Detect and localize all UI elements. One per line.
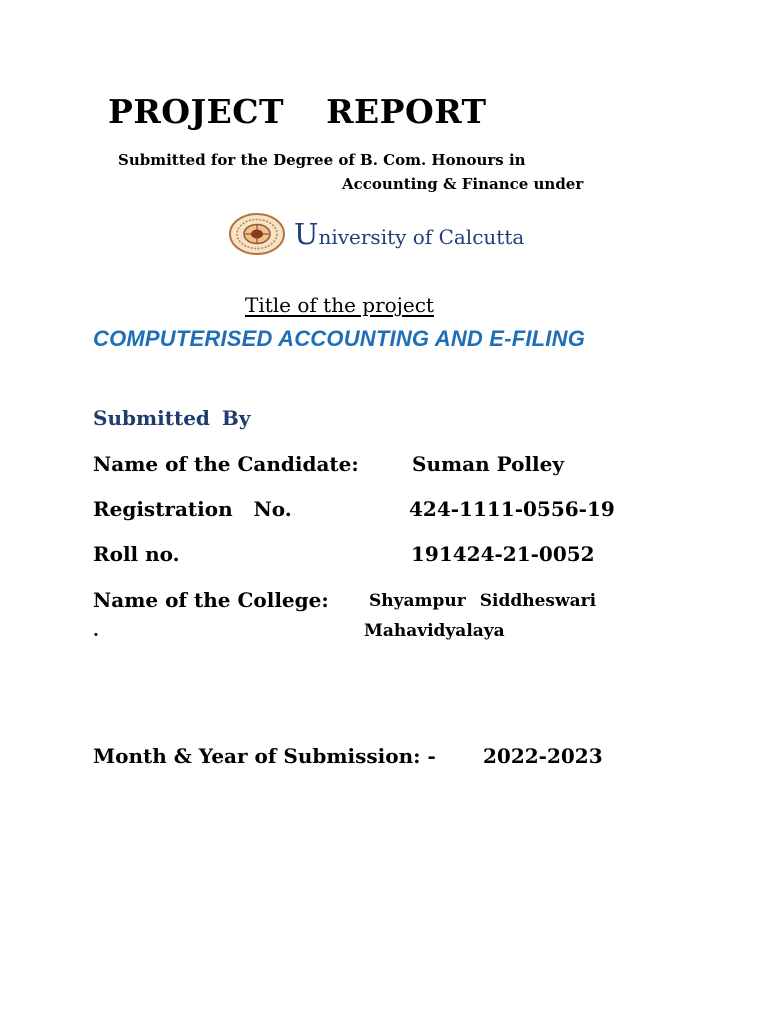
submission-label: Month & Year of Submission: -: [93, 744, 436, 768]
page-title: [108, 92, 487, 131]
roll-value: 191424-21-0052: [411, 542, 595, 566]
degree-line-2: Accounting & Finance under: [342, 175, 584, 193]
candidate-value: Suman Polley: [412, 452, 564, 476]
project-title: COMPUTERISED ACCOUNTING AND E-FILING: [93, 326, 586, 351]
college-word-2: Siddheswari: [479, 591, 597, 611]
stray-dot: .: [93, 621, 99, 641]
registration-value: 424-1111-0556-19: [409, 497, 615, 521]
submission-value: 2022-2023: [483, 744, 603, 768]
college-name-line-2: Mahavidyalaya: [364, 621, 505, 641]
submitted-by-heading: [93, 406, 250, 430]
university-logo: [228, 212, 588, 256]
college-label: Name of the College:: [93, 588, 329, 612]
title-word-project: PROJECT: [108, 92, 285, 131]
submitted-word: Submitted: [93, 406, 210, 430]
candidate-label: Name of the Candidate:: [93, 452, 359, 476]
project-title-label: Title of the project: [245, 293, 434, 317]
roll-label: Roll no.: [93, 542, 180, 566]
by-word: By: [221, 406, 251, 430]
title-word-report: REPORT: [326, 92, 487, 131]
university-initial: U: [294, 217, 319, 251]
registration-label: Registration No.: [93, 497, 292, 521]
college-name-line-1: [369, 591, 596, 611]
college-word-1: Shyampur: [369, 591, 466, 611]
university-name: [294, 217, 524, 251]
degree-line-1: Submitted for the Degree of B. Com. Honours in: [118, 151, 526, 169]
university-seal-icon: [228, 212, 286, 256]
university-name-rest: niversity of Calcutta: [318, 225, 525, 249]
